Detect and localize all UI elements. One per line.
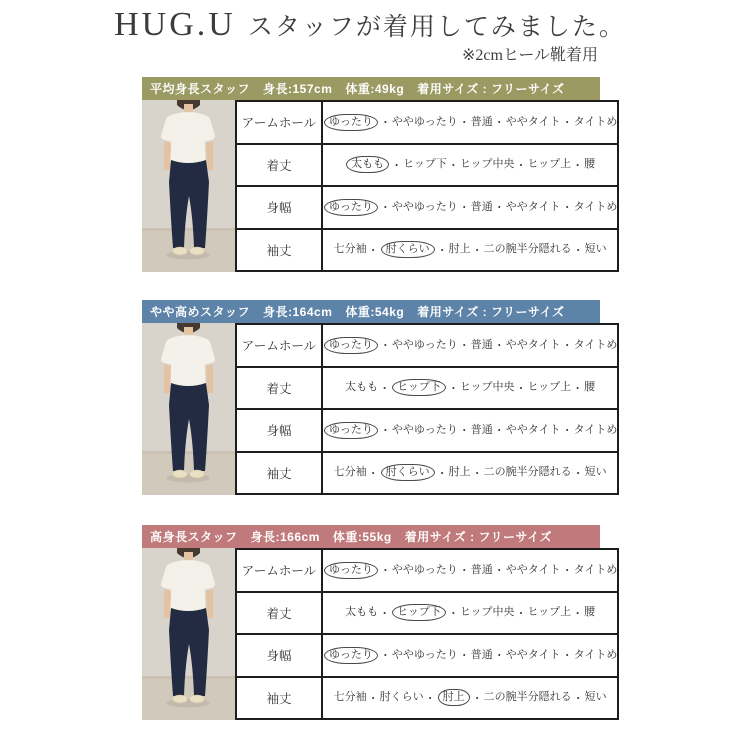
selected-fit-option: ゆったり	[324, 562, 378, 579]
fit-option: タイトめ	[573, 648, 618, 661]
fit-row-label: アームホール	[237, 102, 323, 143]
staff-name: 平均身長スタッフ	[150, 82, 251, 96]
page-title: スタッフが着用してみました。	[247, 14, 626, 41]
fit-option: ややゆったり	[391, 563, 458, 576]
selected-fit-option: ゆったり	[324, 337, 378, 354]
fit-option: 二の腕半分隠れる	[483, 466, 572, 479]
fit-row	[237, 593, 617, 636]
option-separator: ・	[379, 650, 391, 663]
option-separator: ・	[572, 382, 584, 395]
staff-photo	[142, 100, 235, 272]
staff-section	[142, 300, 618, 495]
option-separator: ・	[379, 607, 391, 620]
fit-row	[237, 368, 617, 411]
fit-option: 短い	[584, 466, 607, 479]
fit-table	[235, 323, 619, 495]
fit-option: 腰	[584, 606, 596, 619]
fit-row-label: 袖丈	[237, 230, 323, 271]
option-separator: ・	[561, 202, 573, 215]
staff-section-header	[142, 300, 600, 323]
staff-wearing-size: 着用サイズ : フリーサイズ	[404, 530, 553, 544]
fit-option: 普通	[470, 423, 493, 436]
staff-height: 身長:157cm	[263, 82, 333, 96]
selected-fit-option: ゆったり	[324, 422, 378, 439]
staff-weight: 体重:49kg	[345, 82, 405, 96]
option-separator: ・	[572, 607, 584, 620]
selected-fit-option: 肘くらい	[381, 464, 435, 481]
option-separator: ・	[515, 607, 527, 620]
fit-option: 太もも	[345, 606, 379, 619]
selected-fit-option: ヒップ下	[392, 604, 446, 621]
option-separator: ・	[379, 340, 391, 353]
fit-row-options	[323, 230, 617, 271]
staff-height: 身長:164cm	[263, 305, 333, 319]
fit-option: 七分袖	[333, 691, 367, 704]
fit-row-label: 身幅	[237, 410, 323, 451]
fit-option: 短い	[584, 243, 607, 256]
option-separator: ・	[561, 425, 573, 438]
option-separator: ・	[561, 340, 573, 353]
option-separator: ・	[572, 159, 584, 172]
staff-section	[142, 77, 618, 272]
option-separator: ・	[515, 159, 527, 172]
fit-row	[237, 410, 617, 453]
heel-note: ※2cmヒール靴着用	[462, 47, 598, 64]
fit-option: ややゆったり	[391, 648, 458, 661]
option-separator: ・	[458, 340, 470, 353]
fit-option: ヒップ中央	[459, 606, 515, 619]
fit-row	[237, 635, 617, 678]
fit-option: 普通	[470, 648, 493, 661]
staff-wearing-size: 着用サイズ : フリーサイズ	[417, 305, 565, 319]
staff-photo	[142, 323, 235, 495]
fit-option: 腰	[584, 158, 596, 171]
fit-option: タイトめ	[573, 200, 618, 213]
fit-option: 普通	[470, 563, 493, 576]
option-separator: ・	[424, 692, 436, 705]
staff-section-header	[142, 77, 600, 100]
fit-option: ややゆったり	[391, 200, 458, 213]
fit-row-label: 着丈	[237, 145, 323, 186]
fit-row	[237, 325, 617, 368]
fit-option: タイトめ	[573, 338, 618, 351]
option-separator: ・	[379, 425, 391, 438]
fit-option: ヒップ中央	[459, 158, 515, 171]
brand-logo: HUG.U	[114, 6, 236, 43]
fit-option: ややタイト	[505, 338, 561, 351]
fit-option: ややタイト	[505, 200, 561, 213]
option-separator: ・	[515, 382, 527, 395]
fit-option: 二の腕半分隠れる	[483, 243, 572, 256]
staff-figure-illustration	[142, 548, 235, 720]
fit-row	[237, 550, 617, 593]
staff-name: 高身長スタッフ	[150, 530, 238, 544]
fit-option: 肘上	[448, 466, 471, 479]
option-separator: ・	[471, 692, 483, 705]
staff-wearing-size: 着用サイズ : フリーサイズ	[417, 82, 565, 96]
fit-option: 肘上	[448, 243, 471, 256]
fit-row-label: アームホール	[237, 325, 323, 366]
fit-row-label: 着丈	[237, 368, 323, 409]
selected-fit-option: 肘くらい	[381, 241, 435, 258]
option-separator: ・	[447, 607, 459, 620]
option-separator: ・	[458, 425, 470, 438]
fit-option: ヒップ上	[527, 381, 572, 394]
option-separator: ・	[367, 244, 379, 257]
option-separator: ・	[379, 202, 391, 215]
fit-option: 七分袖	[333, 466, 367, 479]
staff-figure-illustration	[142, 323, 235, 495]
fit-row-options	[323, 368, 617, 409]
staff-figure-illustration	[142, 100, 235, 272]
fit-row-options	[323, 635, 617, 676]
option-separator: ・	[436, 467, 448, 480]
fit-row-options	[323, 145, 617, 186]
fit-row	[237, 102, 617, 145]
fit-row-label: 着丈	[237, 593, 323, 634]
fit-option: 普通	[470, 200, 493, 213]
staff-section-body	[142, 323, 618, 495]
option-separator: ・	[367, 467, 379, 480]
staff-photo	[142, 548, 235, 720]
option-separator: ・	[458, 650, 470, 663]
page-title-row	[0, 6, 740, 44]
fit-option: ややタイト	[505, 115, 561, 128]
staff-name: やや高めスタッフ	[150, 305, 251, 319]
fit-option: ヒップ中央	[459, 381, 515, 394]
selected-fit-option: ヒップ下	[392, 379, 446, 396]
fit-option: タイトめ	[573, 115, 618, 128]
fit-option: 普通	[470, 115, 493, 128]
fit-option: ややタイト	[505, 423, 561, 436]
fit-option: タイトめ	[573, 563, 618, 576]
fit-option: 普通	[470, 338, 493, 351]
fit-row	[237, 678, 617, 719]
fit-row-label: 袖丈	[237, 678, 323, 719]
fit-row	[237, 230, 617, 271]
fit-row-options	[323, 410, 617, 451]
fit-option: ややゆったり	[391, 338, 458, 351]
fit-option: 短い	[584, 691, 607, 704]
fit-row-label: 身幅	[237, 187, 323, 228]
option-separator: ・	[436, 244, 448, 257]
option-separator: ・	[561, 117, 573, 130]
fit-option: 腰	[584, 381, 596, 394]
staff-section	[142, 525, 618, 720]
fit-option: タイトめ	[573, 423, 618, 436]
fit-row-label: 袖丈	[237, 453, 323, 494]
option-separator: ・	[493, 425, 505, 438]
option-separator: ・	[493, 340, 505, 353]
fit-row-label: アームホール	[237, 550, 323, 591]
option-separator: ・	[391, 159, 403, 172]
fit-row-options	[323, 453, 617, 494]
fit-row	[237, 187, 617, 230]
option-separator: ・	[493, 202, 505, 215]
fit-row-options	[323, 550, 617, 591]
selected-fit-option: 太もも	[346, 156, 389, 173]
fit-row-options	[323, 325, 617, 366]
fit-row-label: 身幅	[237, 635, 323, 676]
selected-fit-option: 肘上	[438, 689, 470, 706]
staff-section-header	[142, 525, 600, 548]
staff-height: 身長:166cm	[250, 530, 320, 544]
fit-row-options	[323, 678, 617, 719]
fit-option: ヒップ上	[527, 158, 572, 171]
selected-fit-option: ゆったり	[324, 114, 378, 131]
option-separator: ・	[458, 565, 470, 578]
staff-weight: 体重:55kg	[332, 530, 392, 544]
fit-row-options	[323, 102, 617, 143]
option-separator: ・	[493, 650, 505, 663]
option-separator: ・	[447, 382, 459, 395]
option-separator: ・	[458, 117, 470, 130]
option-separator: ・	[458, 202, 470, 215]
selected-fit-option: ゆったり	[324, 199, 378, 216]
option-separator: ・	[471, 467, 483, 480]
fit-option: 七分袖	[333, 243, 367, 256]
fit-option: ややタイト	[505, 648, 561, 661]
option-separator: ・	[379, 117, 391, 130]
fit-option: 二の腕半分隠れる	[483, 691, 572, 704]
option-separator: ・	[493, 565, 505, 578]
option-separator: ・	[572, 692, 584, 705]
option-separator: ・	[447, 159, 459, 172]
fit-option: 肘くらい	[379, 691, 424, 704]
staff-weight: 体重:54kg	[345, 305, 405, 319]
fit-option: ややタイト	[505, 563, 561, 576]
fit-table	[235, 548, 619, 720]
staff-section-body	[142, 548, 618, 720]
option-separator: ・	[367, 692, 379, 705]
option-separator: ・	[379, 565, 391, 578]
fit-option: ヒップ上	[527, 606, 572, 619]
fit-row-options	[323, 187, 617, 228]
option-separator: ・	[572, 467, 584, 480]
option-separator: ・	[379, 382, 391, 395]
selected-fit-option: ゆったり	[324, 647, 378, 664]
fit-option: ややゆったり	[391, 423, 458, 436]
option-separator: ・	[561, 565, 573, 578]
fit-row	[237, 453, 617, 494]
fit-row-options	[323, 593, 617, 634]
option-separator: ・	[493, 117, 505, 130]
fit-row	[237, 145, 617, 188]
option-separator: ・	[561, 650, 573, 663]
fit-table	[235, 100, 619, 272]
fit-option: ややゆったり	[391, 115, 458, 128]
fit-option: ヒップ下	[403, 158, 447, 171]
option-separator: ・	[572, 244, 584, 257]
fit-option: 太もも	[345, 381, 379, 394]
staff-section-body	[142, 100, 618, 272]
option-separator: ・	[471, 244, 483, 257]
